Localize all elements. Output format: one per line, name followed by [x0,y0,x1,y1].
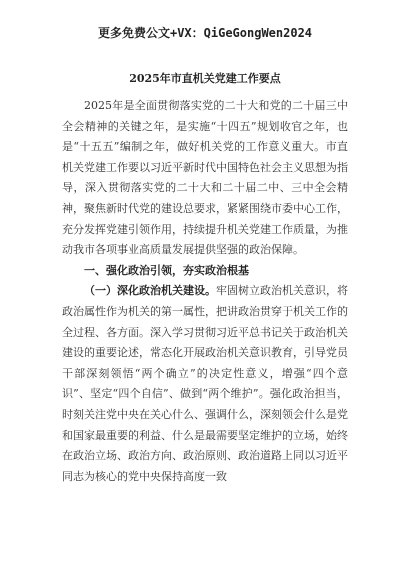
intro-paragraph: 2025年是全面贯彻落实党的二十大和党的二十届三中全会精神的关键之年，是实施“十四五”规划收官之年，也是“十五五”编制之年，做好机关党的工作意义重大。市直机关党建工作要以习近平新时代中国特色社会主义思想为指导，深入贯彻落实党的二十大和二十届二中、三中全会精神，聚焦新时代党的建设总要求，紧紧围绕市委中心工作，充分发挥党建引领作用，持续提升机关党建工作质量，为推动我市各项事业高质量发展提供坚强的政治保障。 [62,99,348,257]
section-heading: 一、强化政治引领，夯实政治根基 [84,263,249,277]
item-heading: （一）深化政治机关建设。 [84,284,216,298]
document-body [62,96,348,487]
item-paragraph [62,281,348,487]
promo-banner: 更多免费公文+VX：QiGeGongWen2024 [97,26,313,40]
document-title: 2025年市直机关党建工作要点 [129,72,281,85]
item-text: 牢固树立政治机关意识，将政治属性作为机关的第一属性，把讲政治贯穿于机关工作的全过程、各方面。深入学习贯彻习近平总书记关于政治机关建设的重要论述，常态化开展政治机关意识教育，引导党员干部深刻领悟“两个确立”的决定性意义，增强“四个意识”、坚定“四个自信”、做到“两个维护”。强化政治担当，时刻关注党中央在关心什么、强调什么，深刻领会什么是党和国家最重要的利益、什么是最需要坚定维护的立场，始终在政治立场、政治方向、政治原则、政治道路上同以习近平同志为核心的党中央保持高度一致 [62,284,348,483]
